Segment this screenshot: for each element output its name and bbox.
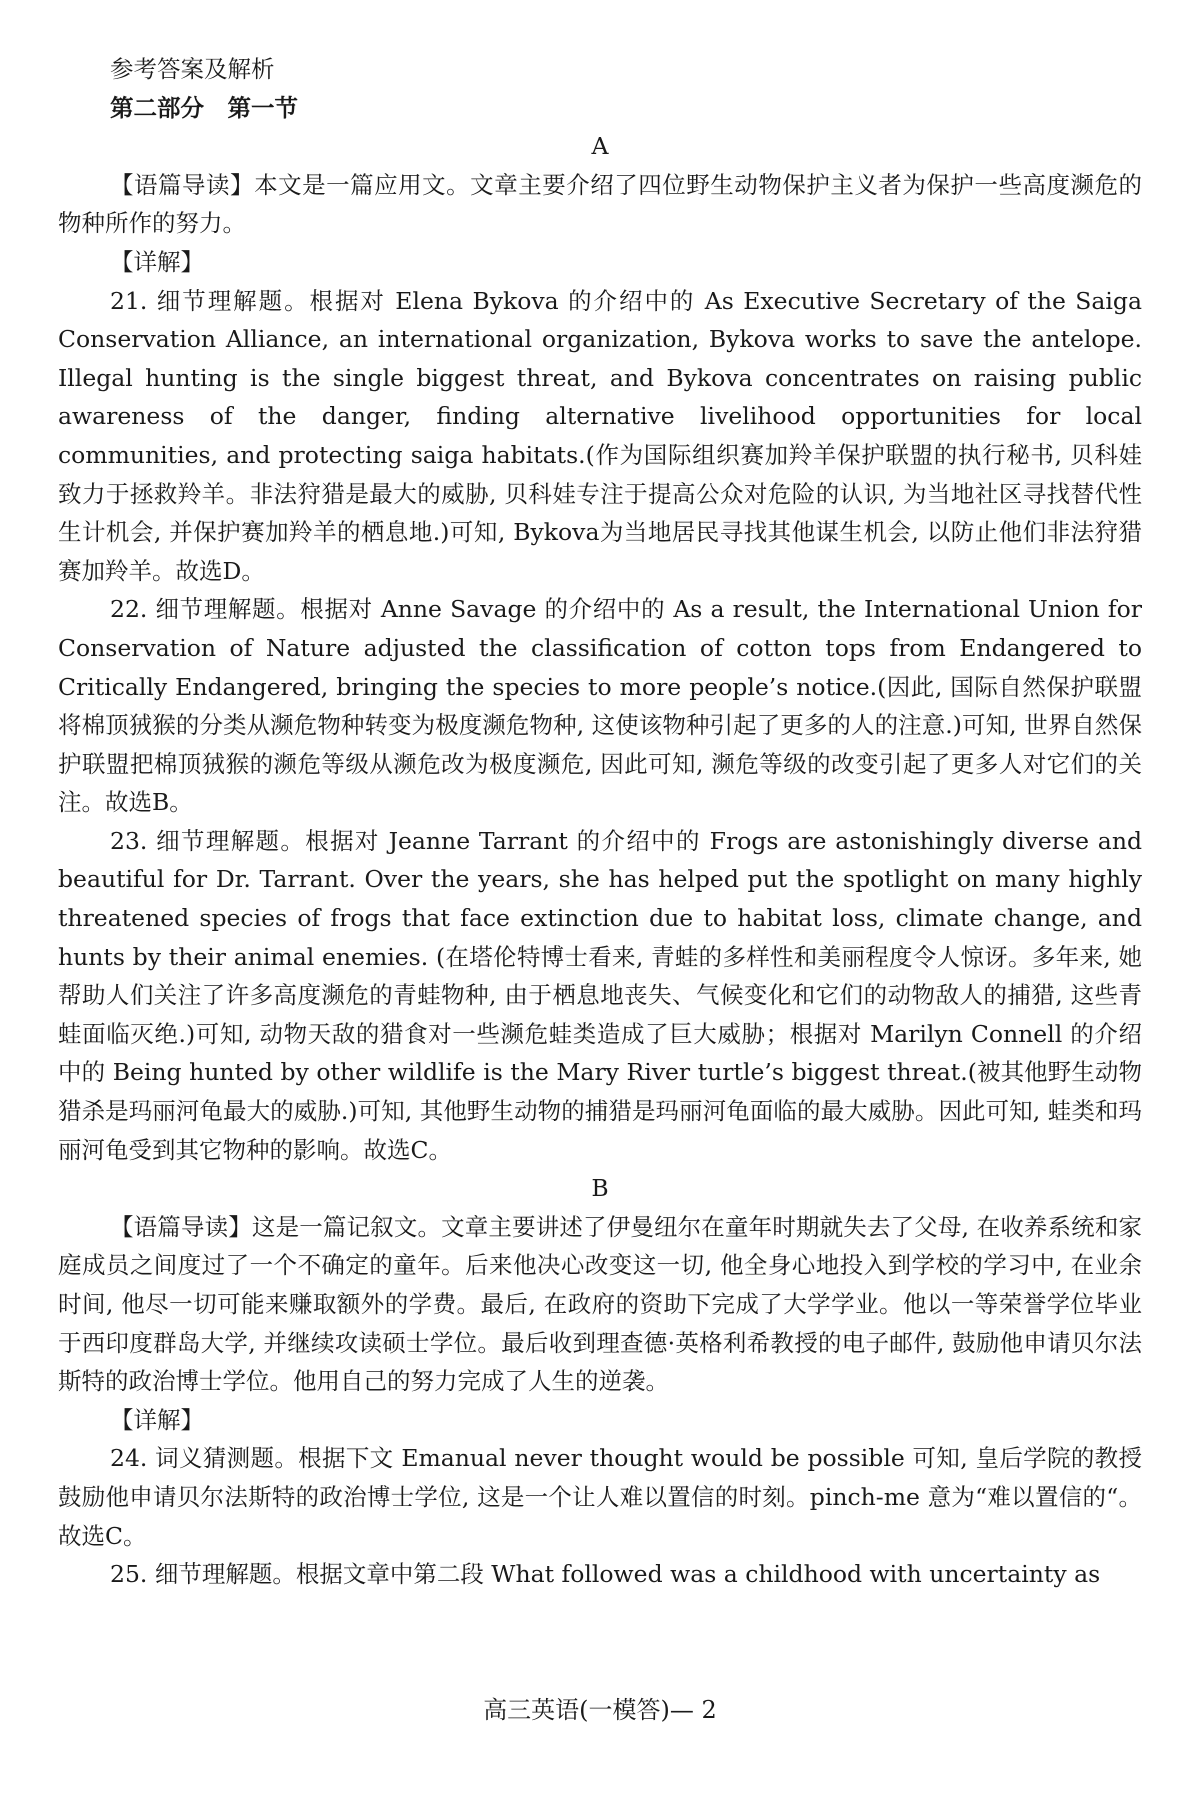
passage-b-detail-label: 【详解】: [110, 1405, 204, 1434]
answer-22: 22. 细节理解题。根据对 Anne Savage 的介绍中的 As a result, the International Union for Conservation of Nature adjusted the classification of cotton tops from Endangered to Critically Endangered, bringing the species to more people’s notice.(因此, 国际自然保护联盟将棉顶狨猴的分类从濒危物种转变为极度濒危物种, 这使该物种引起了更多的人的注意.)可知, 世界自然保护联盟把棉顶狨猴的濒危等级从濒危改为极度濒危, 因此可知, 濒危等级的改变引起了更多人对它们的关注。故选B。: [58, 595, 1142, 817]
answer-24: 24. 词义猜测题。根据下文 Emanual never thought would be possible 可知, 皇后学院的教授鼓励他申请贝尔法斯特的政治博士学位, 这是一个让人难以置信的时刻。pinch-me 意为“难以置信的“。故选C。: [58, 1444, 1142, 1550]
answer-23: 23. 细节理解题。根据对 Jeanne Tarrant 的介绍中的 Frogs are astonishingly diverse and beautiful for Dr. Tarrant. Over the years, she has helped put the spotlight on many highly threatened species of frogs that face extinction due to habitat loss, climate change, and hunts by their animal enemies. (在塔伦特博士看来, 青蛙的多样性和美丽程度令人惊讶。多年来, 她帮助人们关注了许多高度濒危的青蛙物种, 由于栖息地丧失、气候变化和它们的动物敌人的捕猎, 这些青蛙面临灭绝.)可知, 动物天敌的猎食对一些濒危蛙类造成了巨大威胁；根据对 Marilyn Connell 的介绍中的 Being hunted by other wildlife is the Mary River turtle’s biggest threat.(被其他野生动物猎杀是玛丽河龟最大的威胁.)可知, 其他野生动物的捕猎是玛丽河龟面临的最大威胁。因此可知, 蛙类和玛丽河龟受到其它物种的影响。故选C。: [58, 826, 1142, 1164]
passage-a-letter: A: [591, 132, 609, 161]
answer-25: 25. 细节理解题。根据文章中第二段 What followed was a childhood with uncertainty as: [110, 1560, 1101, 1589]
passage-a-detail-label: 【详解】: [110, 247, 204, 276]
passage-b-intro: 【语篇导读】这是一篇记叙文。文章主要讲述了伊曼纽尔在童年时期就失去了父母, 在收养系统和家庭成员之间度过了一个不确定的童年。后来他决心改变这一切, 他全身心地投入到学校的学习中, 在业余时间, 他尽一切可能来赚取额外的学费。最后, 在政府的资助下完成了大学学业。他以一等荣誉学位毕业于西印度群岛大学, 并继续攻读硕士学位。最后收到理查德·英格利希教授的电子邮件, 鼓励他申请贝尔法斯特的政治博士学位。他用自己的努力完成了人生的逆袭。: [58, 1212, 1142, 1396]
section-heading: 第二部分 第一节: [110, 93, 298, 122]
document-title: 参考答案及解析: [110, 55, 275, 83]
answer-document: [58, 50, 1142, 1594]
passage-b-letter: B: [591, 1174, 609, 1203]
passage-a-intro: 【语篇导读】本文是一篇应用文。文章主要介绍了四位野生动物保护主义者为保护一些高度濒危的物种所作的努力。: [58, 170, 1142, 238]
answer-21: 21. 细节理解题。根据对 Elena Bykova 的介绍中的 As Executive Secretary of the Saiga Conservation Alliance, an international organization, Bykova works to save the antelope. Illegal hunting is the single biggest threat, and Bykova concentrates on raising public awareness of the danger, finding alternative livelihood opportunities for local communities, and protecting saiga habitats.(作为国际组织赛加羚羊保护联盟的执行秘书, 贝科娃致力于拯救羚羊。非法狩猎是最大的威胁, 贝科娃专注于提高公众对危险的认识, 为当地社区寻找替代性生计机会, 并保护赛加羚羊的栖息地.)可知, Bykova为当地居民寻找其他谋生机会, 以防止他们非法狩猎赛加羚羊。故选D。: [58, 286, 1142, 585]
page-footer: 高三英语(一模答)— 2: [483, 1696, 717, 1724]
